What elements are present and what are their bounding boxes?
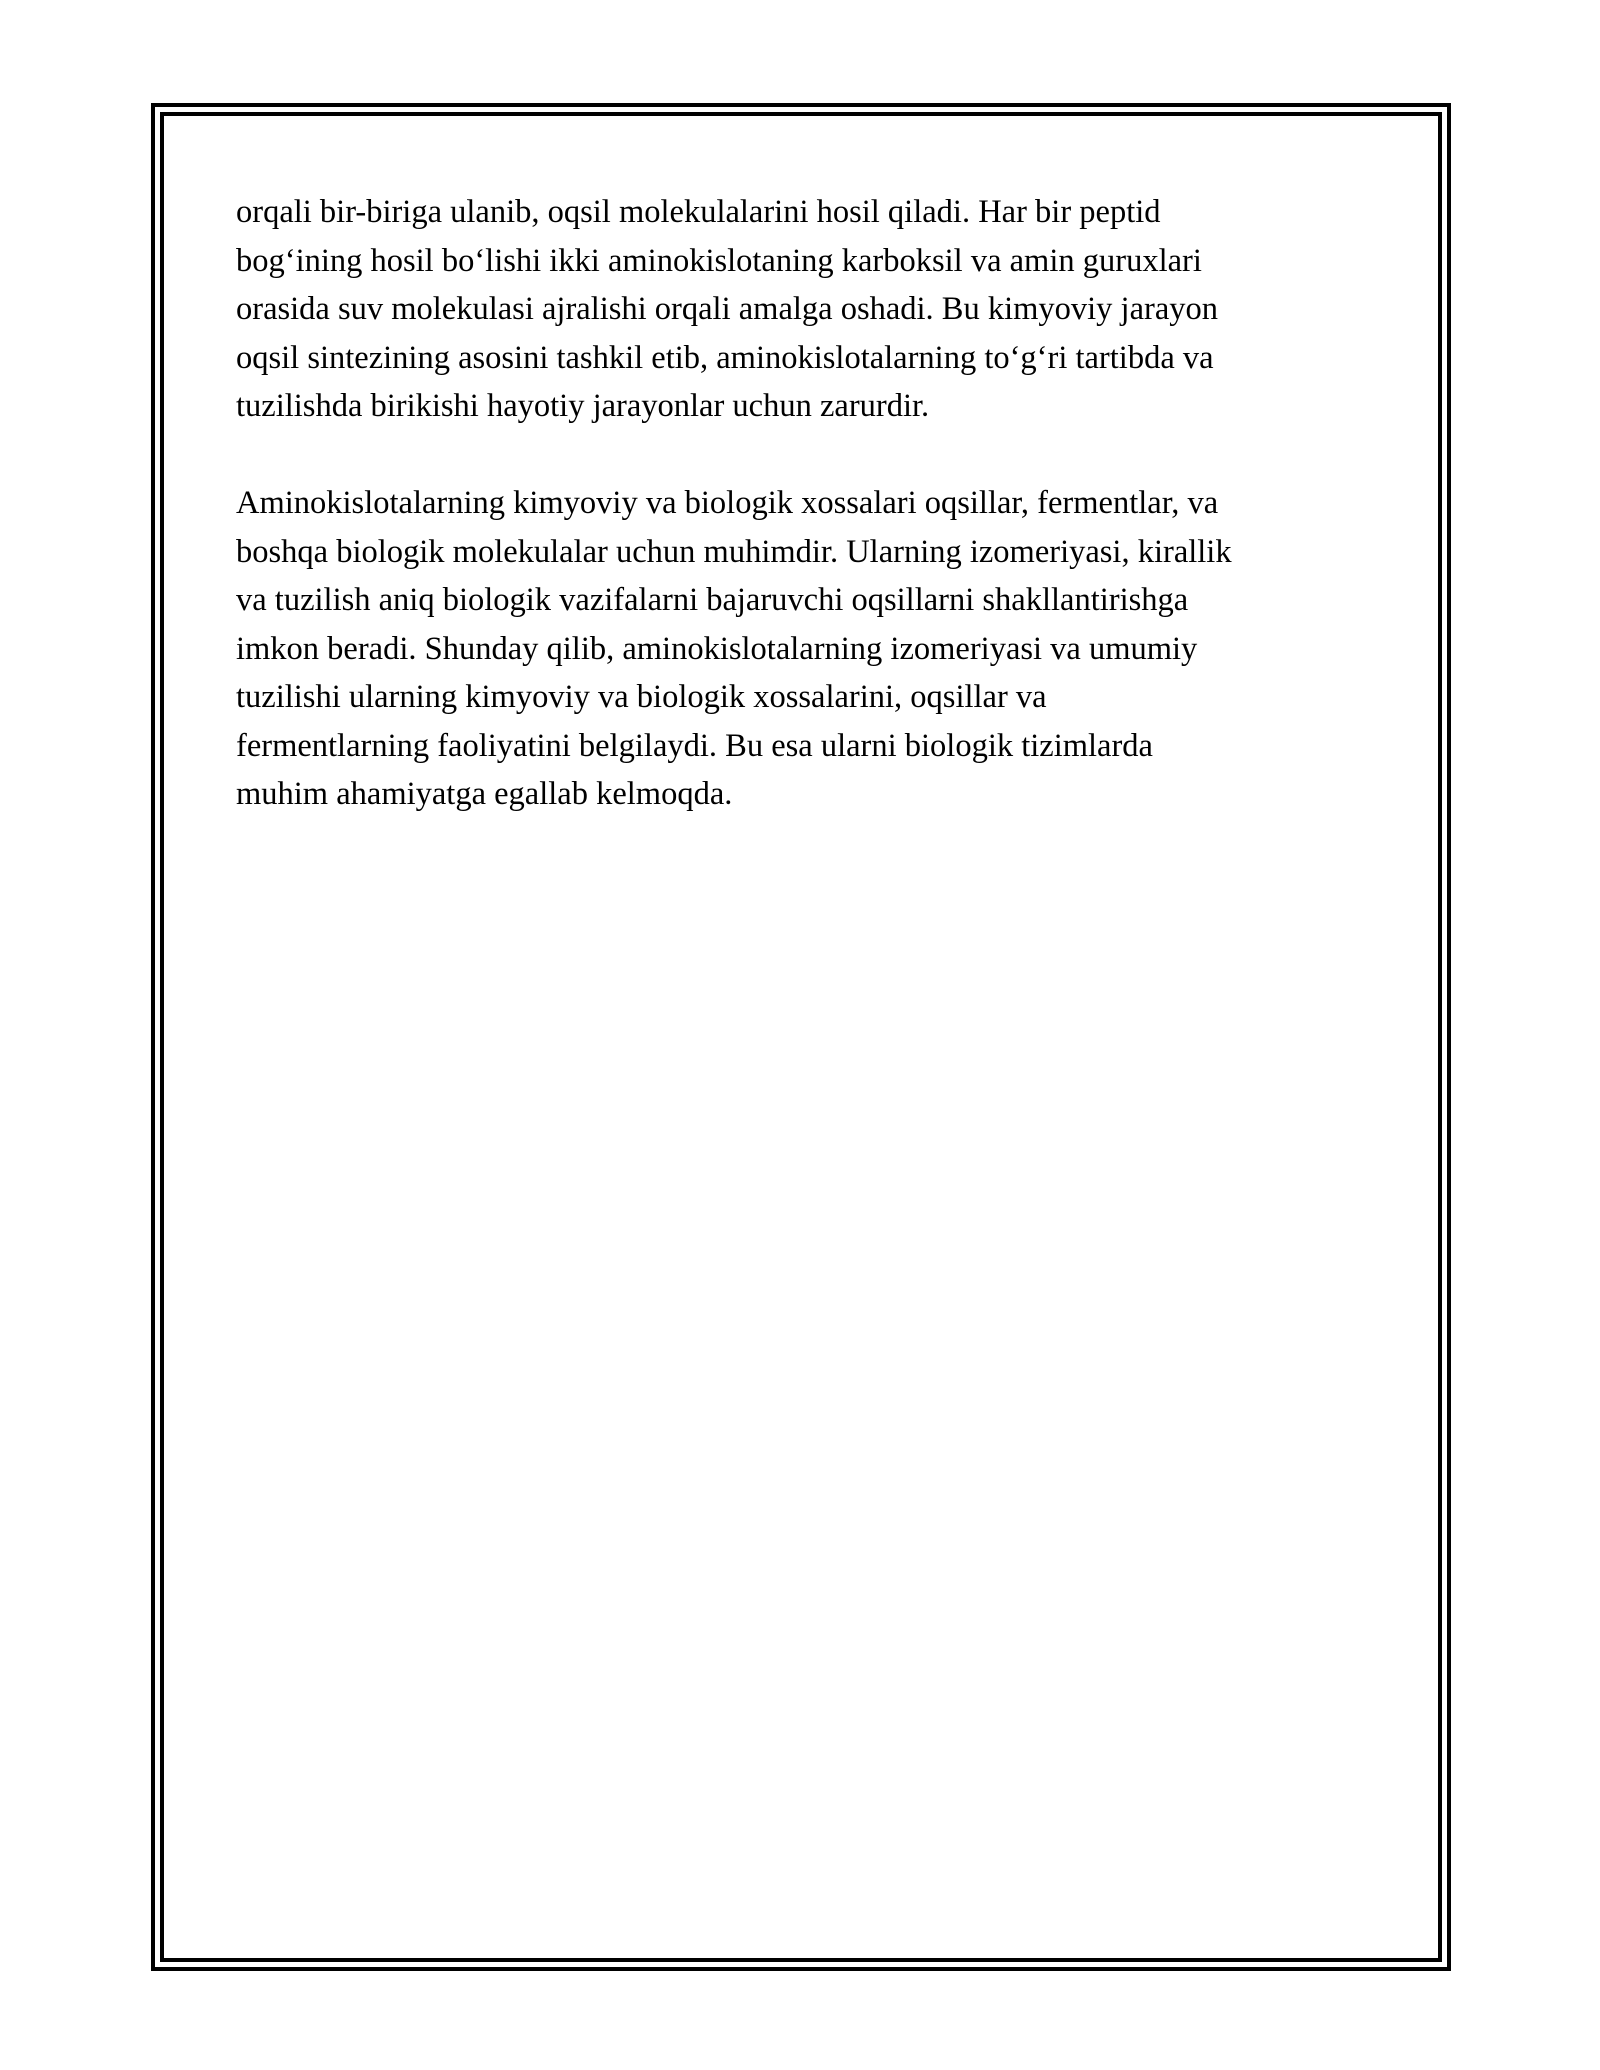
text-line: oqsil sintezining asosini tashkil etib, aminokislotalarning to‘g‘ri tartibda va bbox=[236, 339, 1214, 376]
text-line: boshqa biologik molekulalar uchun muhimdir. Ularning izomeriyasi, kirallik bbox=[236, 533, 1232, 570]
text-line: fermentlarning faoliyatini belgilaydi. Bu esa ularni biologik tizimlarda bbox=[236, 727, 1153, 764]
text-line: orqali bir-biriga ulanib, oqsil molekulalarini hosil qiladi. Har bir peptid bbox=[236, 194, 1161, 230]
text-line: muhim ahamiyatga egallab kelmoqda. bbox=[236, 776, 733, 812]
text-line: tuzilishda birikishi hayotiy jarayonlar uchun zarurdir. bbox=[236, 388, 930, 424]
text-line: Aminokislotalarning kimyoviy va biologik xossalari oqsillar, fermentlar, va bbox=[236, 485, 1219, 521]
text-line: imkon beradi. Shunday qilib, aminokislotalarning izomeriyasi va umumiy bbox=[236, 630, 1198, 667]
document-body bbox=[236, 188, 1386, 819]
paragraph-2 bbox=[236, 479, 1386, 819]
text-line: va tuzilish aniq biologik vazifalarni bajaruvchi oqsillarni shakllantirishga bbox=[236, 582, 1189, 618]
text-line: bog‘ining hosil bo‘lishi ikki aminokislotaning karboksil va amin guruxlari bbox=[236, 242, 1202, 279]
paragraph-1 bbox=[236, 188, 1386, 431]
text-line: tuzilishi ularning kimyoviy va biologik xossalarini, oqsillar va bbox=[236, 679, 1047, 715]
text-line: orasida suv molekulasi ajralishi orqali amalga oshadi. Bu kimyoviy jarayon bbox=[236, 291, 1219, 327]
